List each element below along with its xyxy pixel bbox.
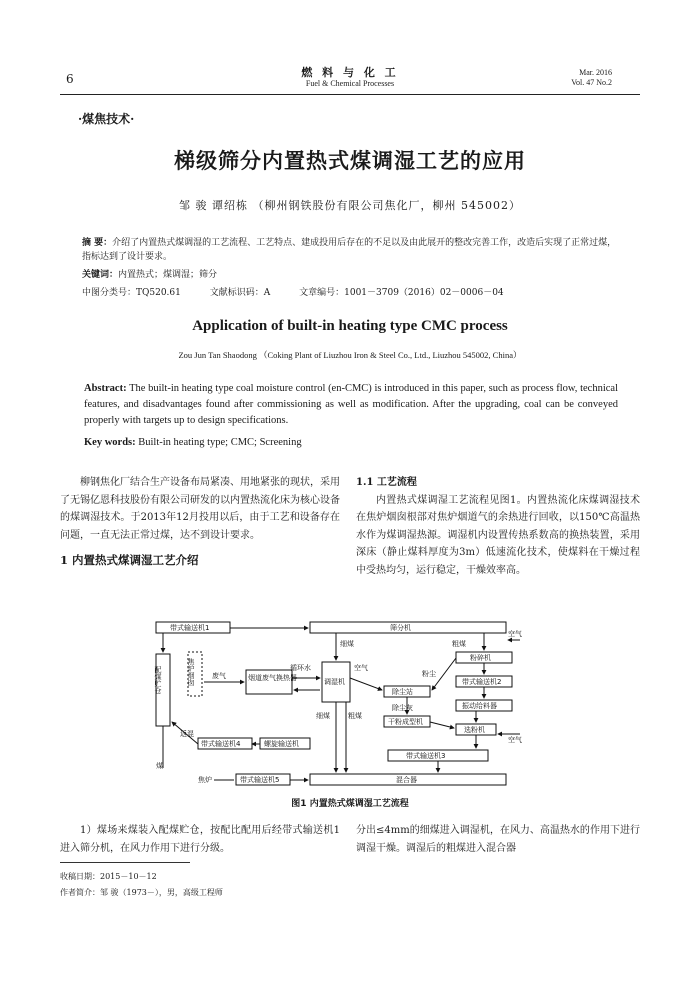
issue-volume: Vol. 47 No.2 (571, 78, 612, 87)
keywords-en-text: Built-in heating type; CMC; Screening (135, 437, 302, 448)
keywords-cn-label: 关键词： (82, 270, 119, 280)
right-column (356, 474, 640, 579)
step-1-continued-text: 分出≤4mm的细煤进入调湿机，在风力、高温热水的作用下进行调湿干燥。调湿后的粗煤进入混合器 (356, 825, 640, 854)
authors-cn: 邹 骏 谭绍栋 （柳州钢铁股份有限公司焦化厂，柳州 545002） (179, 199, 521, 212)
section-1-1-heading: 1.1 工艺流程 (356, 477, 417, 488)
label-vib-feeder: 振动给料器 (462, 702, 497, 710)
abstract-en-label: Abstract: (84, 383, 127, 394)
label-briquette: 干粉成型机 (388, 718, 423, 726)
keywords-cn (82, 267, 217, 280)
page-number: 6 (66, 72, 74, 86)
journal-title-en: Fuel & Chemical Processes (305, 79, 395, 88)
bottom-left-paragraph (60, 822, 340, 857)
label-hx: 烟道废气换热器 (248, 674, 297, 682)
header-rule (60, 94, 640, 95)
label-stack: 焦炉烟囱 (187, 658, 195, 686)
section-tag: ·煤焦技术· (78, 112, 135, 126)
label-sorter: 选粉机 (464, 726, 485, 734)
label-cmc: 调湿机 (324, 678, 345, 686)
label-coarse-coal-2: 粗煤 (348, 712, 362, 720)
abstract-en-text: The built-in heating type coal moisture control (en-CMC) is introduced in this paper, such as process flow, technical features, and disadvantages found after commissioning as well as modification. After the upgrading, coal can be conveyed properly with targets up to design specifications. (84, 383, 618, 426)
doc-code: 文献标识码：A (209, 288, 271, 298)
abstract-cn-label: 摘 要： (82, 238, 113, 248)
label-coarse-coal: 粗煤 (452, 640, 466, 648)
page-title: 梯级筛分内置热式煤调湿工艺的应用 (174, 149, 526, 173)
intro-paragraph: 柳钢焦化厂结合生产设备布局紧凑、用地紧张的现状，采用了无锡亿恩科技股份有限公司研发的以内置热流化床为核心设备的煤调湿技术。于2013年12月投用以后，由于工艺和设备存在问题，一直无法正常过煤，达不到设计要求。 (60, 477, 340, 541)
label-air-3: 空气 (508, 736, 522, 744)
keywords-en-label: Key words: (84, 437, 136, 448)
clc-number: 中图分类号：TQ520.61 (82, 288, 181, 298)
issue-date: Mar. 2016 (579, 68, 612, 77)
bottom-right-paragraph (356, 822, 640, 857)
step-1-text: 1）煤场来煤装入配煤贮仓，按配比配用后经带式输送机1进入筛分机，在风力作用下进行分级。 (60, 825, 340, 854)
label-mixer: 混合器 (396, 776, 417, 784)
label-air: 空气 (354, 664, 368, 672)
keywords-en (84, 437, 302, 448)
abstract-cn-text: 介绍了内置热式煤调湿的工艺流程、工艺特点、建成投用后存在的不足以及由此展开的整改完善工作，改造后实现了正常过煤，指标达到了设计要求。 (82, 238, 617, 262)
label-belt3: 带式输送机3 (406, 752, 446, 760)
issue-info (571, 68, 612, 88)
received-date: 收稿日期：2015－10－12 (60, 872, 157, 881)
label-storage: 配煤贮仓 (154, 666, 162, 694)
label-fine-coal: 细煤 (340, 640, 354, 648)
label-belt2: 带式输送机2 (462, 678, 502, 686)
label-belt5: 带式输送机5 (240, 776, 280, 784)
article-number: 文章编号：1001－3709（2016）02－0006－04 (299, 288, 504, 298)
authors-en: Zou Jun Tan Shaodong （Coking Plant of Liuzhou Iron & Steel Co., Ltd., Liuzhou 545002, China） (178, 350, 522, 360)
label-crusher: 粉碎机 (470, 654, 491, 662)
process-flow-diagram (150, 618, 542, 794)
title-en: Application of built-in heating type CMC process (192, 318, 508, 334)
author-bio: 作者简介：邹 骏（1973－），男，高级工程师 (60, 888, 223, 897)
label-to-oven: 焦炉 (198, 776, 212, 784)
figure-caption: 图1 内置热式煤调湿工艺流程 (291, 799, 409, 809)
label-screen: 筛分机 (390, 624, 411, 632)
label-circ-water: 循环水 (290, 664, 311, 672)
abstract-cn (82, 236, 618, 264)
journal-title-cn: 燃 料 与 化 工 (301, 66, 399, 79)
footnote-rule (60, 862, 190, 863)
label-flue-gas: 废气 (212, 672, 226, 680)
label-dust-ash: 除尘灰 (392, 704, 413, 712)
label-dust-station: 除尘站 (392, 688, 413, 696)
classification-line (82, 285, 530, 298)
label-belt1: 带式输送机1 (170, 624, 210, 632)
label-fine-coal-2: 细煤 (316, 712, 330, 720)
section-1-heading: 1 内置热式煤调湿工艺介绍 (60, 553, 199, 567)
label-screw: 螺旋输送机 (264, 740, 299, 748)
label-coal-powder: 粉尘 (422, 670, 436, 678)
left-column (60, 474, 340, 570)
process-paragraph: 内置热式煤调湿工艺流程见图1。内置热流化床煤调湿技术在焦炉烟囱根部对焦炉烟道气的余热进行回收，以150℃高温热水作为煤调湿热源。调湿机内设置传热系数高的换热装置，采用深床（静止煤料厚度为3m）低速流化技术，使煤料在干燥过程中受热均匀，运行稳定，干燥效率高。 (356, 494, 640, 576)
label-air-2: 空气 (508, 630, 522, 638)
label-coal: 煤 (156, 762, 163, 770)
label-return-wet: 返混 (180, 730, 194, 738)
label-belt4: 带式输送机4 (201, 740, 241, 748)
keywords-cn-text: 内置热式；煤调湿；筛分 (118, 270, 218, 280)
abstract-en (84, 381, 618, 429)
